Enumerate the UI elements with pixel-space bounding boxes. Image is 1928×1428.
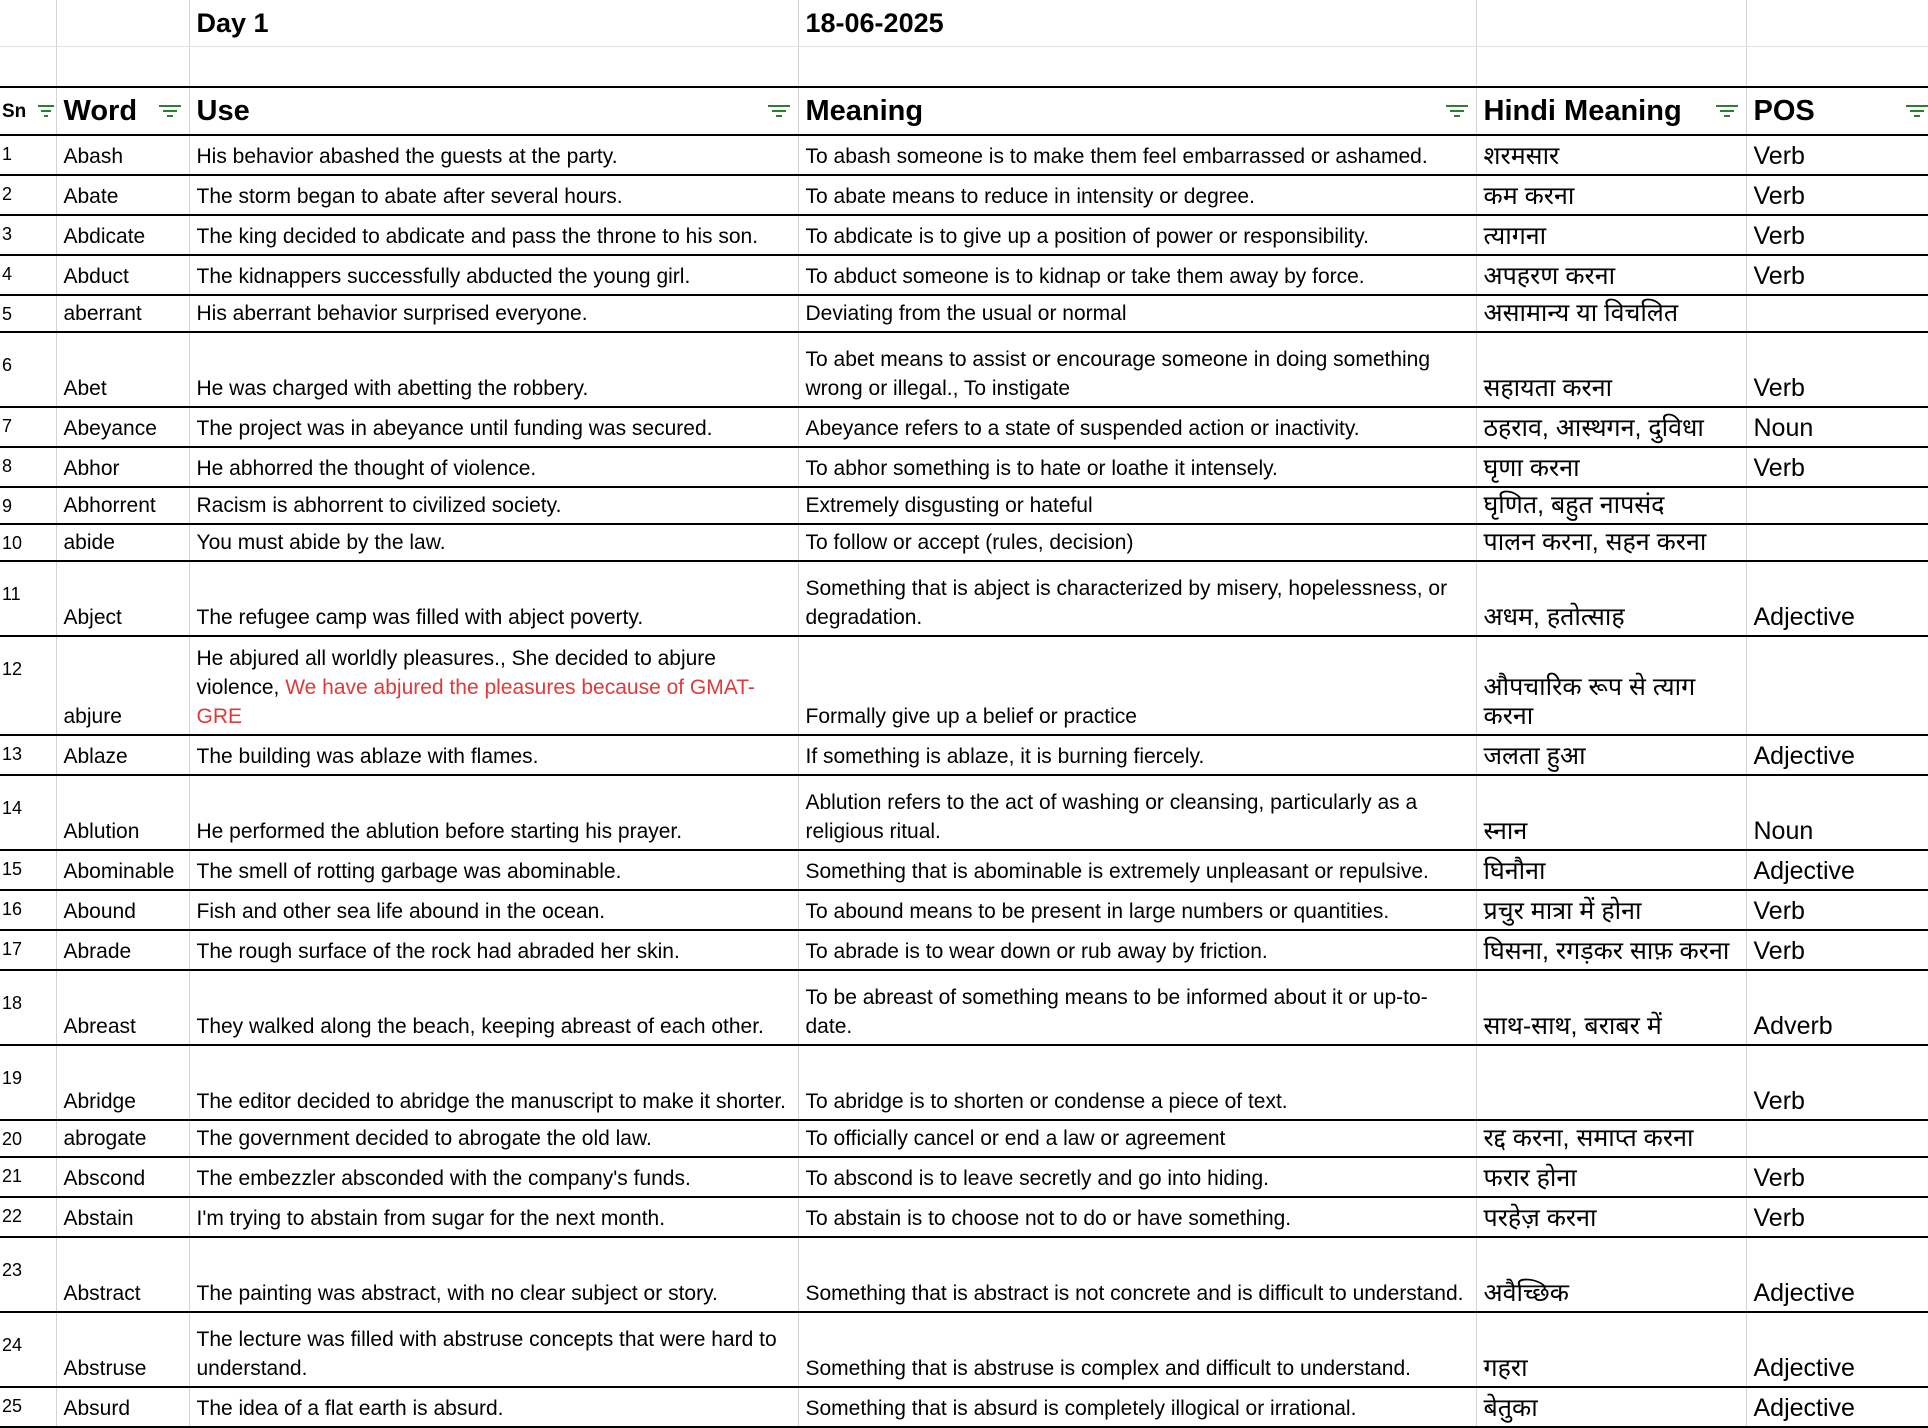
pos-cell[interactable]	[1746, 524, 1928, 561]
meaning-cell[interactable]: To abridge is to shorten or condense a piece of text.	[798, 1045, 1476, 1120]
hindi-cell[interactable]: शरमसार	[1476, 135, 1746, 175]
word-cell[interactable]: Abhor	[56, 447, 189, 487]
meaning-cell[interactable]: To be abreast of something means to be informed about it or up-to-date.	[798, 970, 1476, 1045]
hindi-cell[interactable]: स्नान	[1476, 775, 1746, 850]
word-cell[interactable]: Abhorrent	[56, 487, 189, 524]
table-row	[0, 930, 1928, 970]
word-cell[interactable]: Ablaze	[56, 735, 189, 775]
meaning-cell[interactable]: To abate means to reduce in intensity or degree.	[798, 175, 1476, 215]
hindi-cell[interactable]: ठहराव, आस्थगन, दुविधा	[1476, 407, 1746, 447]
word-cell[interactable]: abrogate	[56, 1120, 189, 1157]
header-meaning[interactable]	[798, 87, 1476, 135]
pos-cell[interactable]: Verb	[1746, 1197, 1928, 1237]
blank-row	[0, 47, 1928, 88]
word-cell[interactable]: Abrade	[56, 930, 189, 970]
table-row	[0, 295, 1928, 332]
word-cell[interactable]: Abstruse	[56, 1312, 189, 1387]
meaning-cell[interactable]: To abstain is to choose not to do or have something.	[798, 1197, 1476, 1237]
hindi-cell[interactable]: अधम, हतोत्साह	[1476, 561, 1746, 636]
hindi-cell[interactable]: साथ-साथ, बराबर में	[1476, 970, 1746, 1045]
meaning-cell[interactable]: To abscond is to leave secretly and go into hiding.	[798, 1157, 1476, 1197]
header-row	[0, 87, 1928, 135]
header-sn[interactable]	[0, 87, 56, 135]
word-cell[interactable]: Abduct	[56, 255, 189, 295]
header-label: Word	[63, 94, 138, 127]
table-row	[0, 1387, 1928, 1427]
hindi-cell[interactable]: परहेज़ करना	[1476, 1197, 1746, 1237]
pos-cell[interactable]: Verb	[1746, 1157, 1928, 1197]
use-cell[interactable]: Racism is abhorrent to civilized society.	[189, 487, 798, 524]
meaning-cell[interactable]: To abduct someone is to kidnap or take them away by force.	[798, 255, 1476, 295]
table-row	[0, 850, 1928, 890]
table-row	[0, 1237, 1928, 1312]
sn-cell[interactable]: 20	[0, 1120, 56, 1157]
hindi-cell[interactable]: औपचारिक रूप से त्याग करना	[1476, 636, 1746, 735]
use-cell[interactable]: The editor decided to abridge the manuscript to make it shorter.	[189, 1045, 798, 1120]
table-row	[0, 890, 1928, 930]
hindi-cell[interactable]: घृणा करना	[1476, 447, 1746, 487]
pos-cell[interactable]: Adjective	[1746, 1237, 1928, 1312]
pos-cell[interactable]: Verb	[1746, 332, 1928, 407]
pos-cell[interactable]: Verb	[1746, 175, 1928, 215]
pos-cell[interactable]: Verb	[1746, 255, 1928, 295]
sn-cell[interactable]: 13	[0, 735, 56, 775]
word-cell[interactable]: Absurd	[56, 1387, 189, 1427]
pos-cell[interactable]: Adverb	[1746, 970, 1928, 1045]
filter-icon[interactable]	[38, 105, 54, 117]
sn-cell[interactable]: 9	[0, 487, 56, 524]
sn-cell[interactable]: 7	[0, 407, 56, 447]
hindi-cell[interactable]: फरार होना	[1476, 1157, 1746, 1197]
use-cell[interactable]: The project was in abeyance until funding was secured.	[189, 407, 798, 447]
table-row	[0, 561, 1928, 636]
hindi-cell[interactable]: बेतुका	[1476, 1387, 1746, 1427]
word-cell[interactable]: Abridge	[56, 1045, 189, 1120]
sn-cell[interactable]: 6	[0, 332, 56, 407]
meaning-cell[interactable]: Something that is abject is characterized by misery, hopelessness, or degradation.	[798, 561, 1476, 636]
cell[interactable]	[1746, 47, 1928, 88]
meaning-cell[interactable]: To abet means to assist or encourage someone in doing something wrong or illegal., To instigate	[798, 332, 1476, 407]
meaning-cell[interactable]: To officially cancel or end a law or agreement	[798, 1120, 1476, 1157]
pos-cell[interactable]	[1746, 636, 1928, 735]
hindi-cell[interactable]: अवैच्छिक	[1476, 1237, 1746, 1312]
pos-cell[interactable]	[1746, 295, 1928, 332]
word-cell[interactable]: Abominable	[56, 850, 189, 890]
pos-cell[interactable]: Verb	[1746, 135, 1928, 175]
cell[interactable]	[1476, 47, 1746, 88]
pos-cell[interactable]: Adjective	[1746, 850, 1928, 890]
sn-cell[interactable]: 12	[0, 636, 56, 735]
word-cell[interactable]: Abet	[56, 332, 189, 407]
header-pos[interactable]	[1746, 87, 1928, 135]
use-cell[interactable]: The storm began to abate after several hours.	[189, 175, 798, 215]
sn-cell[interactable]: 21	[0, 1157, 56, 1197]
meaning-cell[interactable]: Something that is abstruse is complex and difficult to understand.	[798, 1312, 1476, 1387]
hindi-cell[interactable]: घृणित, बहुत नापसंद	[1476, 487, 1746, 524]
word-cell[interactable]: Abash	[56, 135, 189, 175]
sn-cell[interactable]: 8	[0, 447, 56, 487]
use-text: He abjured all worldly pleasures., She decided to abjure violence,	[196, 647, 716, 699]
meaning-cell[interactable]: Something that is abstract is not concrete and is difficult to understand.	[798, 1237, 1476, 1312]
meaning-cell[interactable]: Something that is abominable is extremely unpleasant or repulsive.	[798, 850, 1476, 890]
use-cell[interactable]: The embezzler absconded with the company's funds.	[189, 1157, 798, 1197]
word-cell[interactable]: Abdicate	[56, 215, 189, 255]
hindi-cell[interactable]: घिनौना	[1476, 850, 1746, 890]
use-highlight-text: We have abjured the pleasures because of GMAT-GRE	[196, 676, 755, 728]
pos-cell[interactable]	[1746, 487, 1928, 524]
sn-cell[interactable]: 23	[0, 1237, 56, 1312]
use-cell[interactable]: The idea of a flat earth is absurd.	[189, 1387, 798, 1427]
use-cell[interactable]	[189, 636, 798, 735]
hindi-cell[interactable]: गहरा	[1476, 1312, 1746, 1387]
use-cell[interactable]: The kidnappers successfully abducted the young girl.	[189, 255, 798, 295]
table-row	[0, 1045, 1928, 1120]
sn-cell[interactable]: 1	[0, 135, 56, 175]
use-cell[interactable]: The building was ablaze with flames.	[189, 735, 798, 775]
table-row	[0, 407, 1928, 447]
word-cell[interactable]: Abate	[56, 175, 189, 215]
sn-cell[interactable]: 17	[0, 930, 56, 970]
header-label: Hindi Meaning	[1483, 94, 1682, 127]
use-cell[interactable]: His aberrant behavior surprised everyone.	[189, 295, 798, 332]
use-cell[interactable]: The lecture was filled with abstruse concepts that were hard to understand.	[189, 1312, 798, 1387]
table-row	[0, 487, 1928, 524]
hindi-cell[interactable]: पालन करना, सहन करना	[1476, 524, 1746, 561]
word-cell[interactable]: Abstract	[56, 1237, 189, 1312]
hindi-cell[interactable]: कम करना	[1476, 175, 1746, 215]
header-word[interactable]	[56, 87, 189, 135]
sn-cell[interactable]: 16	[0, 890, 56, 930]
pos-cell[interactable]: Verb	[1746, 447, 1928, 487]
pos-cell[interactable]: Noun	[1746, 407, 1928, 447]
table-row	[0, 775, 1928, 850]
sn-cell[interactable]: 15	[0, 850, 56, 890]
hindi-cell[interactable]: घिसना, रगड़कर साफ़ करना	[1476, 930, 1746, 970]
use-cell[interactable]: Fish and other sea life abound in the ocean.	[189, 890, 798, 930]
table-row	[0, 970, 1928, 1045]
cell[interactable]	[189, 47, 798, 88]
cell[interactable]	[56, 0, 189, 47]
sn-cell[interactable]: 11	[0, 561, 56, 636]
use-cell[interactable]: The government decided to abrogate the old law.	[189, 1120, 798, 1157]
use-cell[interactable]: I'm trying to abstain from sugar for the next month.	[189, 1197, 798, 1237]
sn-cell[interactable]: 24	[0, 1312, 56, 1387]
use-cell[interactable]: They walked along the beach, keeping abreast of each other.	[189, 970, 798, 1045]
meaning-cell[interactable]: Something that is absurd is completely illogical or irrational.	[798, 1387, 1476, 1427]
meaning-cell[interactable]: To abound means to be present in large numbers or quantities.	[798, 890, 1476, 930]
sn-cell[interactable]: 3	[0, 215, 56, 255]
word-cell[interactable]: Abstain	[56, 1197, 189, 1237]
meaning-cell[interactable]: To abash someone is to make them feel embarrassed or ashamed.	[798, 135, 1476, 175]
table-row	[0, 1197, 1928, 1237]
sn-cell[interactable]: 5	[0, 295, 56, 332]
word-cell[interactable]: Abreast	[56, 970, 189, 1045]
sn-cell[interactable]: 18	[0, 970, 56, 1045]
table-row	[0, 215, 1928, 255]
meaning-cell[interactable]: Deviating from the usual or normal	[798, 295, 1476, 332]
hindi-cell[interactable]: सहायता करना	[1476, 332, 1746, 407]
sn-cell[interactable]: 2	[0, 175, 56, 215]
table-row	[0, 636, 1928, 735]
table-row	[0, 735, 1928, 775]
hindi-cell[interactable]: त्यागना	[1476, 215, 1746, 255]
word-cell[interactable]: abjure	[56, 636, 189, 735]
pos-cell[interactable]: Verb	[1746, 930, 1928, 970]
header-hindi[interactable]	[1476, 87, 1746, 135]
filter-icon[interactable]	[1716, 105, 1738, 117]
sn-cell[interactable]: 25	[0, 1387, 56, 1427]
cell[interactable]	[56, 47, 189, 88]
use-cell[interactable]: He abhorred the thought of violence.	[189, 447, 798, 487]
hindi-cell[interactable]: असामान्य या विचलित	[1476, 295, 1746, 332]
word-cell[interactable]: Abject	[56, 561, 189, 636]
sn-cell[interactable]: 22	[0, 1197, 56, 1237]
use-cell[interactable]: The painting was abstract, with no clear subject or story.	[189, 1237, 798, 1312]
date-cell[interactable]: 18-06-2025	[798, 0, 1476, 47]
pos-cell[interactable]: Verb	[1746, 1045, 1928, 1120]
use-cell[interactable]: He was charged with abetting the robbery.	[189, 332, 798, 407]
pos-cell[interactable]	[1746, 1120, 1928, 1157]
table-row	[0, 332, 1928, 407]
meaning-cell[interactable]: Ablution refers to the act of washing or cleansing, particularly as a religious ritual.	[798, 775, 1476, 850]
filter-icon[interactable]	[768, 105, 790, 117]
cell[interactable]	[1746, 0, 1928, 47]
filter-icon[interactable]	[1906, 105, 1928, 117]
word-cell[interactable]: Ablution	[56, 775, 189, 850]
header-label: POS	[1753, 94, 1815, 127]
pos-cell[interactable]: Verb	[1746, 215, 1928, 255]
use-cell[interactable]: The rough surface of the rock had abraded her skin.	[189, 930, 798, 970]
hindi-cell[interactable]: रद्द करना, समाप्त करना	[1476, 1120, 1746, 1157]
table-row	[0, 255, 1928, 295]
meaning-cell[interactable]: To abrade is to wear down or rub away by friction.	[798, 930, 1476, 970]
hindi-cell[interactable]: जलता हुआ	[1476, 735, 1746, 775]
table-row	[0, 447, 1928, 487]
use-cell[interactable]: You must abide by the law.	[189, 524, 798, 561]
hindi-cell[interactable]	[1476, 1045, 1746, 1120]
cell[interactable]	[798, 47, 1476, 88]
pos-cell[interactable]: Verb	[1746, 890, 1928, 930]
day-cell[interactable]: Day 1	[189, 0, 798, 47]
table-row	[0, 1312, 1928, 1387]
filter-icon[interactable]	[159, 105, 181, 117]
meaning-cell[interactable]: To follow or accept (rules, decision)	[798, 524, 1476, 561]
sn-cell[interactable]: 10	[0, 524, 56, 561]
word-cell[interactable]: Abound	[56, 890, 189, 930]
use-cell[interactable]: His behavior abashed the guests at the party.	[189, 135, 798, 175]
word-cell[interactable]: Abeyance	[56, 407, 189, 447]
title-row	[0, 0, 1928, 47]
word-cell[interactable]: aberrant	[56, 295, 189, 332]
sn-cell[interactable]: 19	[0, 1045, 56, 1120]
hindi-cell[interactable]: अपहरण करना	[1476, 255, 1746, 295]
pos-cell[interactable]: Adjective	[1746, 735, 1928, 775]
meaning-cell[interactable]: To abdicate is to give up a position of power or responsibility.	[798, 215, 1476, 255]
pos-cell[interactable]: Noun	[1746, 775, 1928, 850]
header-label: Use	[196, 94, 250, 127]
meaning-cell[interactable]: Extremely disgusting or hateful	[798, 487, 1476, 524]
pos-cell[interactable]: Adjective	[1746, 1387, 1928, 1427]
header-label: Meaning	[805, 94, 924, 127]
word-cell[interactable]: abide	[56, 524, 189, 561]
use-cell[interactable]: The smell of rotting garbage was abominable.	[189, 850, 798, 890]
use-cell[interactable]: The king decided to abdicate and pass the throne to his son.	[189, 215, 798, 255]
sn-cell[interactable]: 14	[0, 775, 56, 850]
meaning-cell[interactable]: Formally give up a belief or practice	[798, 636, 1476, 735]
table-row	[0, 1157, 1928, 1197]
pos-cell[interactable]: Adjective	[1746, 561, 1928, 636]
table-row	[0, 135, 1928, 175]
sn-cell[interactable]: 4	[0, 255, 56, 295]
pos-cell[interactable]: Adjective	[1746, 1312, 1928, 1387]
header-use[interactable]	[189, 87, 798, 135]
use-cell[interactable]: The refugee camp was filled with abject poverty.	[189, 561, 798, 636]
cell[interactable]	[1476, 0, 1746, 47]
filter-icon[interactable]	[1446, 105, 1468, 117]
word-cell[interactable]: Abscond	[56, 1157, 189, 1197]
cell[interactable]	[0, 47, 56, 88]
use-cell[interactable]: He performed the ablution before starting his prayer.	[189, 775, 798, 850]
table-row	[0, 524, 1928, 561]
meaning-cell[interactable]: Abeyance refers to a state of suspended action or inactivity.	[798, 407, 1476, 447]
table-row	[0, 175, 1928, 215]
hindi-cell[interactable]: प्रचुर मात्रा में होना	[1476, 890, 1746, 930]
meaning-cell[interactable]: If something is ablaze, it is burning fiercely.	[798, 735, 1476, 775]
cell[interactable]	[0, 0, 56, 47]
header-label: Sn	[2, 100, 27, 122]
table-row	[0, 1120, 1928, 1157]
meaning-cell[interactable]: To abhor something is to hate or loathe it intensely.	[798, 447, 1476, 487]
